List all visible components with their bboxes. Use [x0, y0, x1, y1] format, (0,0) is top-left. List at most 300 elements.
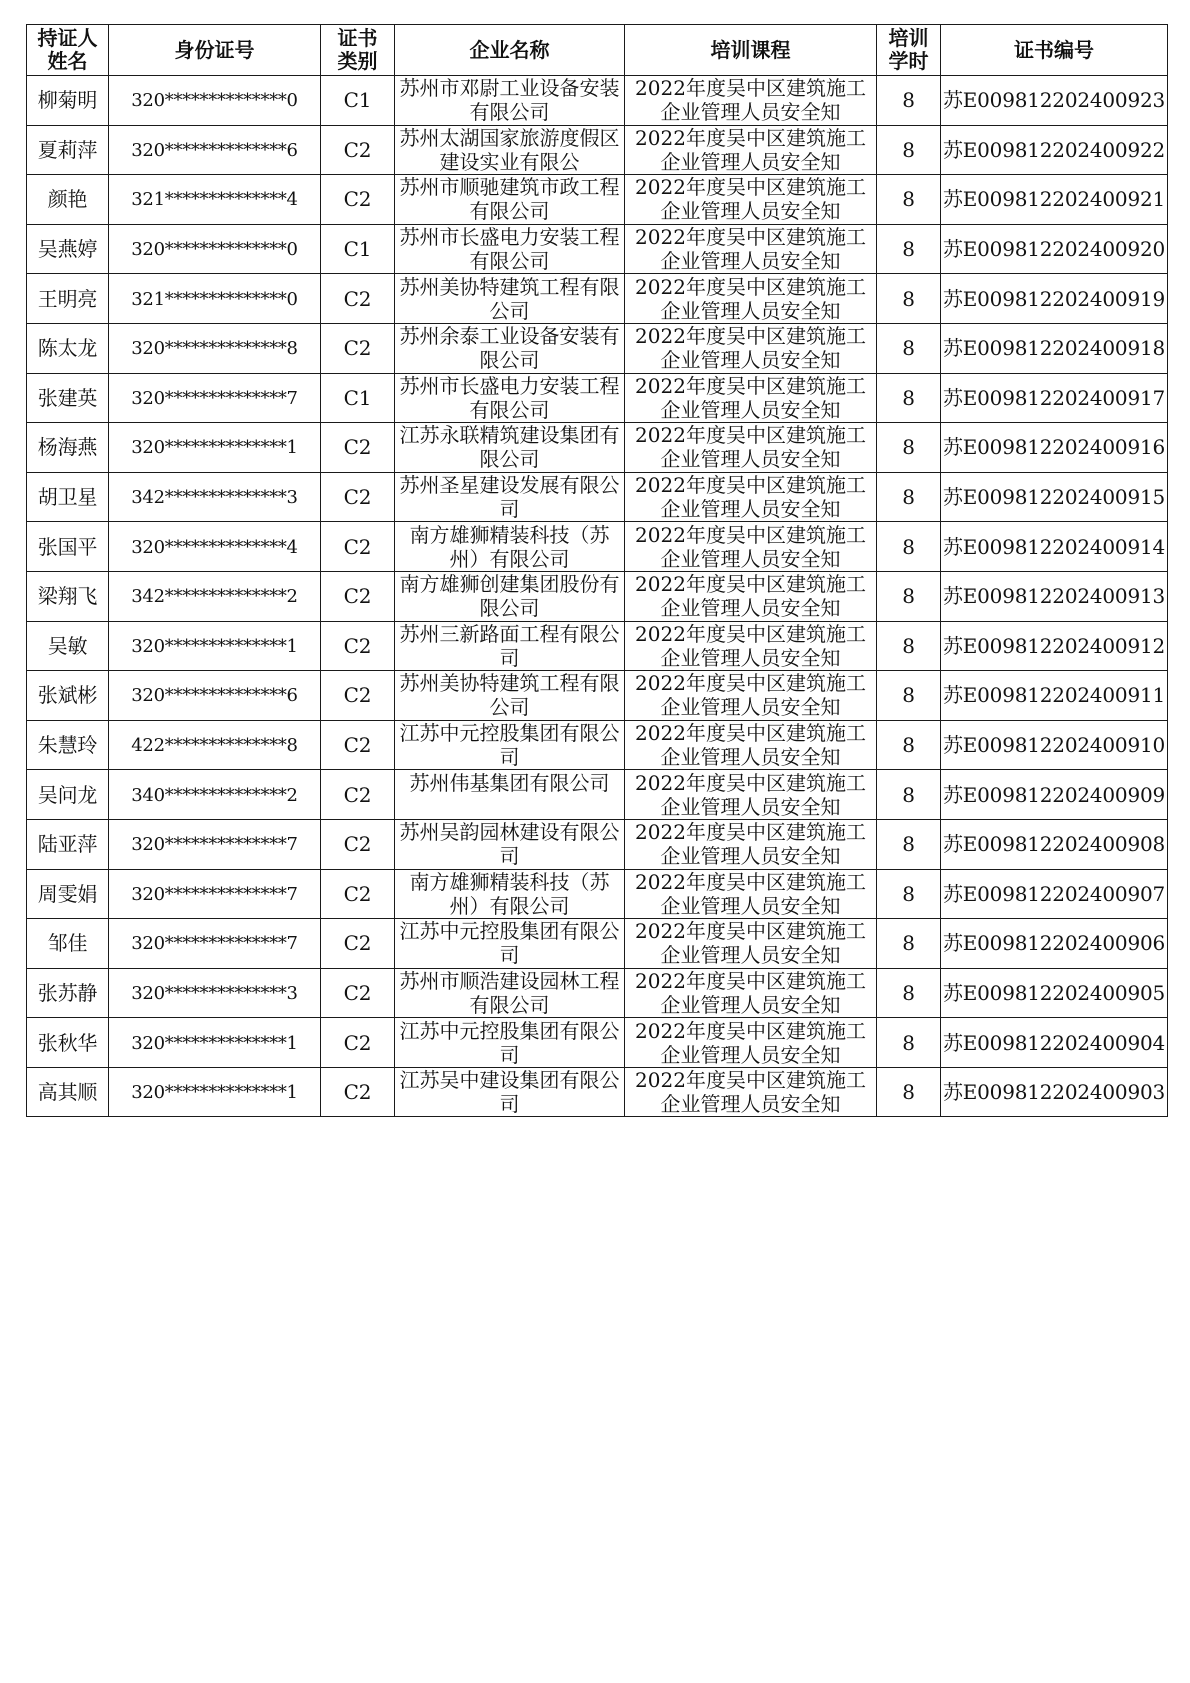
cell-cert-type-text: C2: [343, 584, 372, 609]
table-row: [27, 671, 1168, 721]
cell-company: [395, 1067, 625, 1117]
cell-course: [625, 968, 877, 1018]
cell-name-text: 张建英: [37, 385, 98, 410]
cell-hours-text: 8: [902, 733, 915, 758]
table-row: [27, 323, 1168, 373]
cell-name-text: 吴燕婷: [37, 237, 98, 262]
cell-name-text: 邹佳: [47, 931, 88, 956]
header-company: 企业名称: [395, 25, 625, 76]
cell-company: [395, 919, 625, 969]
cell-company-text: 江苏吴中建设集团有限公司: [399, 1068, 620, 1117]
cell-course: [625, 125, 877, 175]
cell-hours: [877, 125, 941, 175]
cell-name: [27, 76, 109, 126]
cell-cert-no-text: 苏E009812202400910: [942, 733, 1166, 758]
cell-id-number-text: 422**************8: [131, 735, 298, 757]
cell-name: [27, 671, 109, 721]
cell-company: [395, 770, 625, 820]
cell-course: [625, 274, 877, 324]
cell-cert-no: [941, 373, 1168, 423]
cell-cert-no: [941, 571, 1168, 621]
cell-company: [395, 125, 625, 175]
cell-company-text: 江苏中元控股集团有限公司: [399, 721, 620, 770]
cell-course-text: 2022年度吴中区建筑施工企业管理人员安全知: [635, 274, 866, 323]
cell-name-text: 张国平: [37, 534, 98, 559]
cell-hours-text: 8: [902, 931, 915, 956]
cell-company-text: 苏州余泰工业设备安装有限公司: [399, 324, 620, 373]
cell-hours-text: 8: [902, 88, 915, 113]
cell-company: [395, 869, 625, 919]
cell-hours-text: 8: [902, 485, 915, 510]
cell-name-text: 夏莉萍: [37, 137, 98, 162]
cell-cert-type-text: C2: [343, 733, 372, 758]
cell-name: [27, 274, 109, 324]
cell-hours: [877, 522, 941, 572]
cell-course-text: 2022年度吴中区建筑施工企业管理人员安全知: [635, 572, 866, 621]
cell-company-text: 苏州市顺浩建设园林工程有限公司: [399, 968, 620, 1017]
cell-cert-no: [941, 274, 1168, 324]
cell-hours: [877, 671, 941, 721]
cell-hours-text: 8: [902, 286, 915, 311]
cell-course: [625, 472, 877, 522]
cell-company: [395, 274, 625, 324]
cell-company-text: 苏州市邓尉工业设备安装有限公司: [399, 76, 620, 125]
cell-cert-type-text: C2: [343, 782, 372, 807]
cell-company-text: 苏州美协特建筑工程有限公司: [399, 274, 620, 323]
header-row: [27, 25, 1168, 76]
cell-hours-text: 8: [902, 1030, 915, 1055]
cell-company-text: 苏州市长盛电力安装工程有限公司: [399, 225, 620, 274]
cell-hours: [877, 224, 941, 274]
cell-cert-type-text: C2: [343, 931, 372, 956]
cell-cert-type: [321, 323, 395, 373]
cell-hours-text: 8: [902, 385, 915, 410]
cell-company-text: 南方雄狮精装科技（苏州）有限公司: [409, 522, 610, 571]
cell-id-number-text: 320**************6: [131, 685, 298, 707]
cell-cert-no-text: 苏E009812202400906: [942, 931, 1166, 956]
cell-cert-no-text: 苏E009812202400918: [942, 336, 1166, 361]
cell-course: [625, 1067, 877, 1117]
cell-cert-type: [321, 919, 395, 969]
cell-hours: [877, 1067, 941, 1117]
cell-course-text: 2022年度吴中区建筑施工企业管理人员安全知: [635, 1068, 866, 1117]
cell-cert-no: [941, 919, 1168, 969]
cell-hours: [877, 968, 941, 1018]
cell-name-text: 张苏静: [37, 980, 98, 1005]
cell-name-text: 吴敏: [47, 633, 88, 658]
cell-cert-type: [321, 423, 395, 473]
cell-name: [27, 1067, 109, 1117]
cell-company-text: 苏州圣星建设发展有限公司: [399, 473, 620, 522]
cell-course-text: 2022年度吴中区建筑施工企业管理人员安全知: [635, 820, 866, 869]
cell-hours-text: 8: [902, 1080, 915, 1105]
cell-cert-no-text: 苏E009812202400916: [942, 435, 1166, 460]
cell-cert-no-text: 苏E009812202400904: [942, 1030, 1166, 1055]
cell-id-number-text: 320**************4: [131, 536, 298, 558]
cell-course-text: 2022年度吴中区建筑施工企业管理人员安全知: [635, 373, 866, 422]
cell-name: [27, 621, 109, 671]
cell-name-text: 陆亚萍: [37, 832, 98, 857]
table-row: [27, 1067, 1168, 1117]
cell-course: [625, 621, 877, 671]
cell-id-number: [109, 423, 321, 473]
cell-company-text: 江苏永联精筑建设集团有限公司: [399, 423, 620, 472]
cell-hours-text: 8: [902, 336, 915, 361]
table-row: [27, 224, 1168, 274]
cell-cert-type: [321, 76, 395, 126]
cell-name: [27, 175, 109, 225]
cell-cert-no-text: 苏E009812202400905: [942, 980, 1166, 1005]
header-cert-no: 证书编号: [941, 25, 1168, 76]
cell-id-number-text: 321**************4: [131, 189, 298, 211]
cell-company-text: 南方雄狮精装科技（苏州）有限公司: [409, 869, 610, 918]
cell-course: [625, 224, 877, 274]
cell-cert-no-text: 苏E009812202400917: [942, 385, 1166, 410]
cell-name: [27, 1018, 109, 1068]
cell-company: [395, 224, 625, 274]
cell-course: [625, 770, 877, 820]
cell-company-text: 苏州伟基集团有限公司: [409, 770, 610, 795]
cell-name-text: 陈太龙: [37, 336, 98, 361]
cell-cert-no: [941, 869, 1168, 919]
cell-name: [27, 720, 109, 770]
cell-course: [625, 323, 877, 373]
table-row: [27, 968, 1168, 1018]
cell-id-number-text: 320**************1: [131, 635, 298, 657]
cell-hours-text: 8: [902, 584, 915, 609]
cell-id-number-text: 320**************0: [131, 239, 298, 261]
cell-course: [625, 175, 877, 225]
cell-course: [625, 423, 877, 473]
certificate-table: [26, 24, 1168, 1117]
cell-cert-type: [321, 968, 395, 1018]
cell-cert-type: [321, 224, 395, 274]
cell-hours-text: 8: [902, 683, 915, 708]
cell-cert-type-text: C2: [343, 187, 372, 212]
cell-course-text: 2022年度吴中区建筑施工企业管理人员安全知: [635, 721, 866, 770]
cell-name: [27, 819, 109, 869]
cell-cert-type: [321, 621, 395, 671]
cell-company-text: 南方雄狮创建集团股份有限公司: [399, 572, 620, 621]
cell-cert-no-text: 苏E009812202400922: [942, 137, 1166, 162]
cell-cert-type: [321, 125, 395, 175]
table-row: [27, 720, 1168, 770]
cell-id-number-text: 321**************0: [131, 288, 298, 310]
cell-cert-no-text: 苏E009812202400913: [942, 584, 1166, 609]
cell-cert-no-text: 苏E009812202400915: [942, 485, 1166, 510]
cell-company-text: 苏州太湖国家旅游度假区建设实业有限公: [399, 125, 620, 174]
cell-course-text: 2022年度吴中区建筑施工企业管理人员安全知: [635, 125, 866, 174]
cell-cert-no-text: 苏E009812202400919: [942, 286, 1166, 311]
cell-cert-type-text: C2: [343, 1030, 372, 1055]
cell-cert-type-text: C1: [343, 88, 372, 113]
cell-cert-no: [941, 1067, 1168, 1117]
cell-course-text: 2022年度吴中区建筑施工企业管理人员安全知: [635, 671, 866, 720]
cell-company: [395, 1018, 625, 1068]
table-row: [27, 1018, 1168, 1068]
cell-id-number: [109, 323, 321, 373]
cell-cert-type-text: C1: [343, 237, 372, 262]
cell-course: [625, 76, 877, 126]
cell-company: [395, 621, 625, 671]
cell-company-text: 苏州三新路面工程有限公司: [399, 621, 620, 670]
cell-company: [395, 720, 625, 770]
cell-hours-text: 8: [902, 435, 915, 460]
cell-course-text: 2022年度吴中区建筑施工企业管理人员安全知: [635, 76, 866, 125]
cell-id-number: [109, 819, 321, 869]
cell-cert-type-text: C2: [343, 137, 372, 162]
cell-hours-text: 8: [902, 137, 915, 162]
cell-name-text: 周雯娟: [37, 881, 98, 906]
cell-course-text: 2022年度吴中区建筑施工企业管理人员安全知: [635, 175, 866, 224]
cell-name: [27, 522, 109, 572]
cell-cert-type: [321, 869, 395, 919]
header-name: 持证人姓名: [27, 25, 109, 76]
cell-hours: [877, 571, 941, 621]
cell-id-number-text: 320**************7: [131, 933, 298, 955]
cell-id-number: [109, 522, 321, 572]
cell-hours: [877, 919, 941, 969]
cell-company-text: 苏州吴韵园林建设有限公司: [399, 820, 620, 869]
cell-id-number-text: 320**************7: [131, 883, 298, 905]
table-row: [27, 819, 1168, 869]
cell-cert-type-text: C2: [343, 683, 372, 708]
table-row: [27, 175, 1168, 225]
cell-hours-text: 8: [902, 237, 915, 262]
cell-company: [395, 472, 625, 522]
cell-cert-no-text: 苏E009812202400914: [942, 534, 1166, 559]
cell-hours: [877, 720, 941, 770]
cell-cert-no: [941, 472, 1168, 522]
cell-company: [395, 423, 625, 473]
cell-course-text: 2022年度吴中区建筑施工企业管理人员安全知: [635, 473, 866, 522]
cell-course: [625, 819, 877, 869]
cell-cert-no-text: 苏E009812202400911: [942, 683, 1166, 708]
cell-cert-no: [941, 323, 1168, 373]
table-row: [27, 76, 1168, 126]
cell-hours-text: 8: [902, 980, 915, 1005]
cell-id-number-text: 340**************2: [131, 784, 298, 806]
cell-course-text: 2022年度吴中区建筑施工企业管理人员安全知: [635, 621, 866, 670]
cell-id-number-text: 342**************3: [131, 487, 298, 509]
cell-company-text: 江苏中元控股集团有限公司: [399, 1018, 620, 1067]
cell-course-text: 2022年度吴中区建筑施工企业管理人员安全知: [635, 1018, 866, 1067]
cell-hours: [877, 373, 941, 423]
cell-cert-no: [941, 968, 1168, 1018]
table-row: [27, 423, 1168, 473]
cell-name-text: 梁翔飞: [37, 584, 98, 609]
cell-company: [395, 522, 625, 572]
cell-hours-text: 8: [902, 187, 915, 212]
cell-course-text: 2022年度吴中区建筑施工企业管理人员安全知: [635, 869, 866, 918]
header-cert-type: 证书类别: [321, 25, 395, 76]
cell-hours: [877, 869, 941, 919]
cell-id-number-text: 320**************7: [131, 834, 298, 856]
cell-cert-type-text: C2: [343, 336, 372, 361]
cell-course: [625, 1018, 877, 1068]
cell-hours: [877, 423, 941, 473]
cell-id-number-text: 320**************1: [131, 1082, 298, 1104]
cell-cert-type-text: C2: [343, 485, 372, 510]
cell-id-number: [109, 274, 321, 324]
header-course: 培训课程: [625, 25, 877, 76]
table-row: [27, 274, 1168, 324]
cell-id-number: [109, 175, 321, 225]
cell-company-text: 苏州市顺驰建筑市政工程有限公司: [399, 175, 620, 224]
cell-cert-type: [321, 770, 395, 820]
cell-course: [625, 522, 877, 572]
cell-hours: [877, 472, 941, 522]
cell-cert-no: [941, 76, 1168, 126]
table-row: [27, 472, 1168, 522]
cell-course-text: 2022年度吴中区建筑施工企业管理人员安全知: [635, 919, 866, 968]
cell-cert-no: [941, 125, 1168, 175]
table-row: [27, 621, 1168, 671]
cell-name-text: 杨海燕: [37, 435, 98, 460]
cell-id-number: [109, 472, 321, 522]
cell-id-number-text: 320**************0: [131, 90, 298, 112]
cell-cert-no: [941, 522, 1168, 572]
cell-hours-text: 8: [902, 534, 915, 559]
cell-company-text: 苏州市长盛电力安装工程有限公司: [399, 373, 620, 422]
cell-cert-no: [941, 671, 1168, 721]
cell-course-text: 2022年度吴中区建筑施工企业管理人员安全知: [635, 770, 866, 819]
cell-id-number: [109, 621, 321, 671]
cell-cert-type-text: C2: [343, 881, 372, 906]
cell-name-text: 颜艳: [47, 187, 88, 212]
cell-id-number: [109, 968, 321, 1018]
cell-cert-type-text: C2: [343, 633, 372, 658]
cell-cert-no: [941, 1018, 1168, 1068]
cell-cert-type: [321, 373, 395, 423]
cell-company: [395, 819, 625, 869]
cell-hours-text: 8: [902, 782, 915, 807]
cell-course: [625, 571, 877, 621]
cell-company: [395, 968, 625, 1018]
table-row: [27, 571, 1168, 621]
cell-name: [27, 968, 109, 1018]
cell-id-number-text: 320**************6: [131, 139, 298, 161]
cell-id-number-text: 320**************1: [131, 437, 298, 459]
table-row: [27, 373, 1168, 423]
cell-cert-no: [941, 819, 1168, 869]
table-row: [27, 522, 1168, 572]
cell-course: [625, 373, 877, 423]
cell-hours-text: 8: [902, 832, 915, 857]
cell-hours: [877, 274, 941, 324]
cell-course-text: 2022年度吴中区建筑施工企业管理人员安全知: [635, 225, 866, 274]
cell-id-number-text: 320**************1: [131, 1032, 298, 1054]
cell-name: [27, 323, 109, 373]
cell-id-number: [109, 919, 321, 969]
cell-cert-type: [321, 274, 395, 324]
cell-id-number: [109, 1067, 321, 1117]
cell-course: [625, 869, 877, 919]
cell-hours: [877, 323, 941, 373]
table-header: [27, 25, 1168, 76]
cell-name: [27, 770, 109, 820]
cell-name-text: 柳菊明: [37, 88, 98, 113]
cell-id-number: [109, 869, 321, 919]
cell-cert-type: [321, 522, 395, 572]
cell-name: [27, 472, 109, 522]
table-row: [27, 919, 1168, 969]
cell-company-text: 苏州美协特建筑工程有限公司: [399, 671, 620, 720]
cell-id-number: [109, 770, 321, 820]
cell-id-number: [109, 571, 321, 621]
cell-cert-type: [321, 175, 395, 225]
cell-company: [395, 323, 625, 373]
cell-cert-no-text: 苏E009812202400908: [942, 832, 1166, 857]
cell-cert-no: [941, 423, 1168, 473]
cell-cert-type: [321, 720, 395, 770]
cell-hours: [877, 770, 941, 820]
cell-cert-type-text: C2: [343, 435, 372, 460]
cell-id-number: [109, 224, 321, 274]
cell-cert-no-text: 苏E009812202400920: [942, 237, 1166, 262]
cell-cert-type-text: C2: [343, 1080, 372, 1105]
cell-id-number: [109, 373, 321, 423]
cell-course-text: 2022年度吴中区建筑施工企业管理人员安全知: [635, 324, 866, 373]
cell-name: [27, 919, 109, 969]
cell-cert-type: [321, 671, 395, 721]
cell-hours: [877, 1018, 941, 1068]
cell-cert-type: [321, 1067, 395, 1117]
table-body: [27, 76, 1168, 1117]
cell-company-text: 江苏中元控股集团有限公司: [399, 919, 620, 968]
cell-cert-no-text: 苏E009812202400903: [942, 1080, 1166, 1105]
table-row: [27, 869, 1168, 919]
cell-cert-no-text: 苏E009812202400907: [942, 881, 1166, 906]
table-row: [27, 770, 1168, 820]
cell-company: [395, 373, 625, 423]
cell-name-text: 王明亮: [37, 286, 98, 311]
cell-cert-type-text: C2: [343, 286, 372, 311]
cell-cert-no: [941, 720, 1168, 770]
cell-hours-text: 8: [902, 633, 915, 658]
cell-id-number-text: 342**************2: [131, 586, 298, 608]
cell-course: [625, 919, 877, 969]
cell-id-number: [109, 720, 321, 770]
cell-cert-no: [941, 224, 1168, 274]
cell-hours: [877, 76, 941, 126]
cell-cert-type: [321, 1018, 395, 1068]
cell-company: [395, 671, 625, 721]
cell-name-text: 吴问龙: [37, 782, 98, 807]
header-hours: 培训学时: [877, 25, 941, 76]
cell-cert-type: [321, 472, 395, 522]
header-id: 身份证号: [109, 25, 321, 76]
cell-name: [27, 423, 109, 473]
cell-company: [395, 571, 625, 621]
cell-id-number: [109, 125, 321, 175]
cell-cert-no-text: 苏E009812202400921: [942, 187, 1166, 212]
cell-cert-no: [941, 770, 1168, 820]
cell-cert-type-text: C2: [343, 832, 372, 857]
cell-name-text: 张斌彬: [37, 683, 98, 708]
cell-name-text: 高其顺: [37, 1080, 98, 1105]
cell-cert-no-text: 苏E009812202400909: [942, 782, 1166, 807]
cell-id-number: [109, 76, 321, 126]
cell-cert-type: [321, 571, 395, 621]
cell-cert-type: [321, 819, 395, 869]
cell-name-text: 张秋华: [37, 1030, 98, 1055]
cell-id-number-text: 320**************8: [131, 338, 298, 360]
cell-name-text: 胡卫星: [37, 485, 98, 510]
cell-course: [625, 671, 877, 721]
cell-name: [27, 869, 109, 919]
cell-name: [27, 125, 109, 175]
